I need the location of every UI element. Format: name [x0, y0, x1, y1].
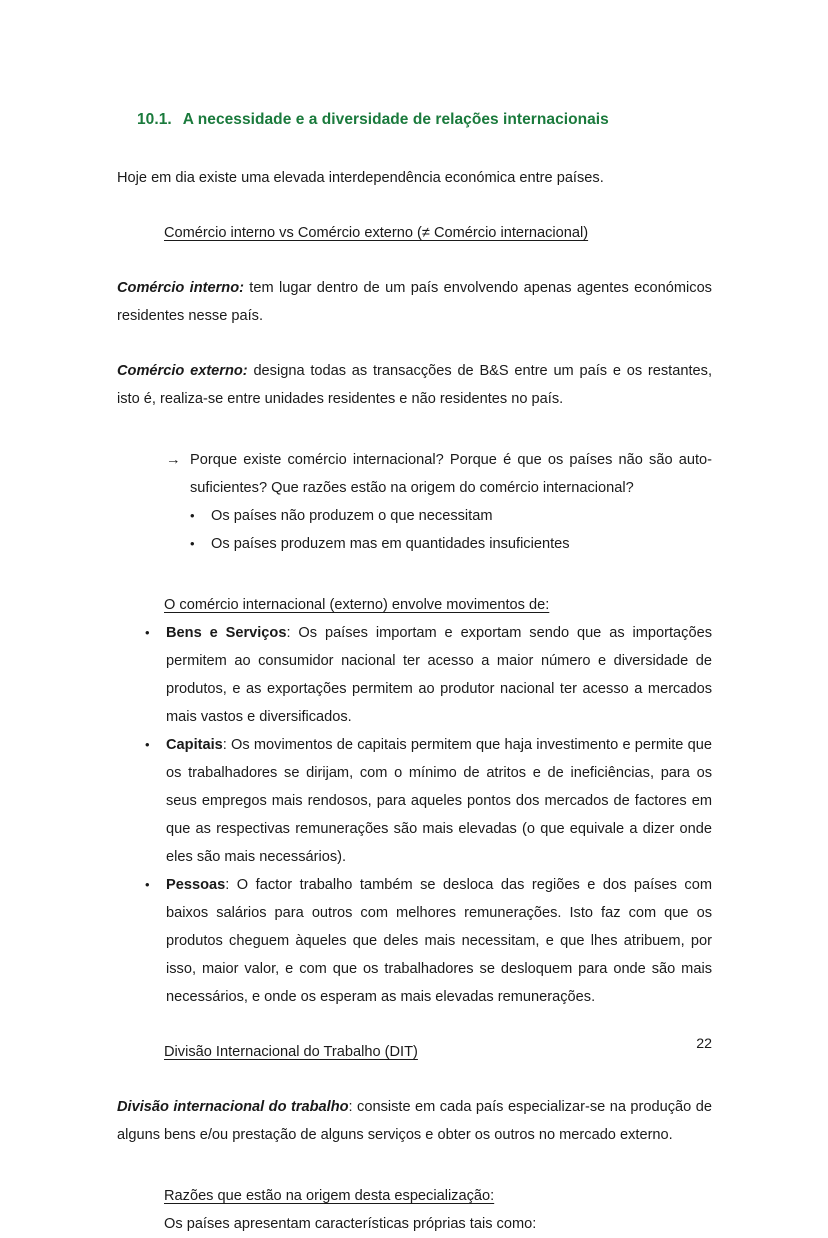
bullet-dot-icon: • [145, 877, 150, 892]
list-item [145, 871, 712, 1011]
definition-comercio-interno [117, 274, 712, 330]
subheading-razoes-wrap [117, 1182, 712, 1210]
subheading-movimentos: O comércio internacional (externo) envolve movimentos de: [164, 597, 550, 613]
arrow-list-item-question [166, 446, 712, 502]
definition-divisao-internacional [117, 1093, 712, 1149]
list-item-text: : O factor trabalho também se desloca das regiões e dos países com baixos salários para outros com melhores remunerações. Isto faz com que os produtos cheguem àqueles que deles mais necessitam, e que lhes atribuem, por isso, maior valor, e com que os trabalhadores se desloquem para onde são mais necessários, e onde os esperam as mais elevadas remunerações. [166, 877, 712, 1005]
page-content [117, 110, 712, 1238]
subheading-movimentos-wrap [117, 591, 712, 619]
spacer [117, 247, 712, 274]
definition-interno-lead: Comércio interno: [117, 280, 244, 296]
spacer [117, 1011, 712, 1038]
closing-paragraph-wrap [117, 1210, 712, 1238]
spacer [117, 1149, 712, 1182]
section-heading [137, 110, 712, 130]
list-item [190, 502, 712, 530]
list-item-lead: Pessoas [166, 877, 226, 893]
bullet-dot-icon: • [190, 536, 195, 551]
arrow-right-icon: → [166, 452, 181, 468]
definition-externo-lead: Comércio externo: [117, 363, 248, 379]
section-heading-number: 10.1. [137, 111, 172, 128]
subheading-dit-wrap [117, 1038, 712, 1066]
subheading-comercio-wrap [117, 219, 712, 247]
intro-paragraph: Hoje em dia existe uma elevada interdependência económica entre países. [117, 170, 604, 186]
list-item [190, 530, 712, 558]
section-heading-title: A necessidade e a diversidade de relações internacionais [182, 111, 609, 128]
list-item-text: : Os movimentos de capitais permitem que haja investimento e permite que os trabalhadores se dirijam, com o mínimo de atritos e de ineficiências, para os seus empregos mais rendosos, para aqueles pontos dos mercados de factores em que as respectivas remunerações são mais elevadas (o que equivale a dizer onde eles são mais necessários). [166, 737, 712, 865]
spacer [117, 330, 712, 357]
list-item [145, 619, 712, 731]
page-number: 22 [696, 1036, 712, 1052]
definition-interno-body: tem lugar dentro de um país envolvendo apenas agentes económicos residentes nesse país. [117, 280, 712, 324]
spacer [117, 192, 712, 219]
list-item-lead: Bens e Serviços [166, 625, 287, 641]
subheading-razoes: Razões que estão na origem desta especialização: [164, 1188, 495, 1204]
spacer [117, 1066, 712, 1093]
definition-comercio-externo [117, 357, 712, 413]
list-item-text: Os países não produzem o que necessitam [211, 508, 493, 524]
list-item-text: Os países produzem mas em quantidades insuficientes [211, 536, 570, 552]
movements-bullet-list [117, 619, 712, 1011]
subheading-dit: Divisão Internacional do Trabalho (DIT) [164, 1044, 418, 1060]
bullet-dot-icon: • [190, 508, 195, 523]
spacer [117, 558, 712, 591]
bullet-dot-icon: • [145, 737, 150, 752]
definition-dit-body: : consiste em cada país especializar-se na produção de alguns bens e/ou prestação de alguns serviços e obter os outros no mercado externo. [117, 1099, 712, 1143]
definition-externo-body: designa todas as transacções de B&S entre um país e os restantes, isto é, realiza-se entre unidades residentes e não residentes no país. [117, 363, 712, 407]
definition-dit-lead: Divisão internacional do trabalho [117, 1099, 349, 1115]
spacer [117, 413, 712, 446]
list-item-lead: Capitais [166, 737, 223, 753]
subheading-comercio: Comércio interno vs Comércio externo (≠ Comércio internacional) [164, 225, 589, 241]
list-item [145, 731, 712, 871]
answer-bullet-list [117, 502, 712, 558]
closing-paragraph: Os países apresentam características próprias tais como: [164, 1216, 537, 1232]
bullet-dot-icon: • [145, 625, 150, 640]
arrow-item-text: Porque existe comércio internacional? Porque é que os países não são auto-suficientes? Que razões estão na origem do comércio internacional? [190, 452, 712, 496]
list-item-text: : Os países importam e exportam sendo que as importações permitem ao consumidor nacional ter acesso a maior número e diversidade de produtos, e as exportações permitem ao produtor nacional ter acesso a mercados mais vastos e diversificados. [166, 625, 712, 725]
